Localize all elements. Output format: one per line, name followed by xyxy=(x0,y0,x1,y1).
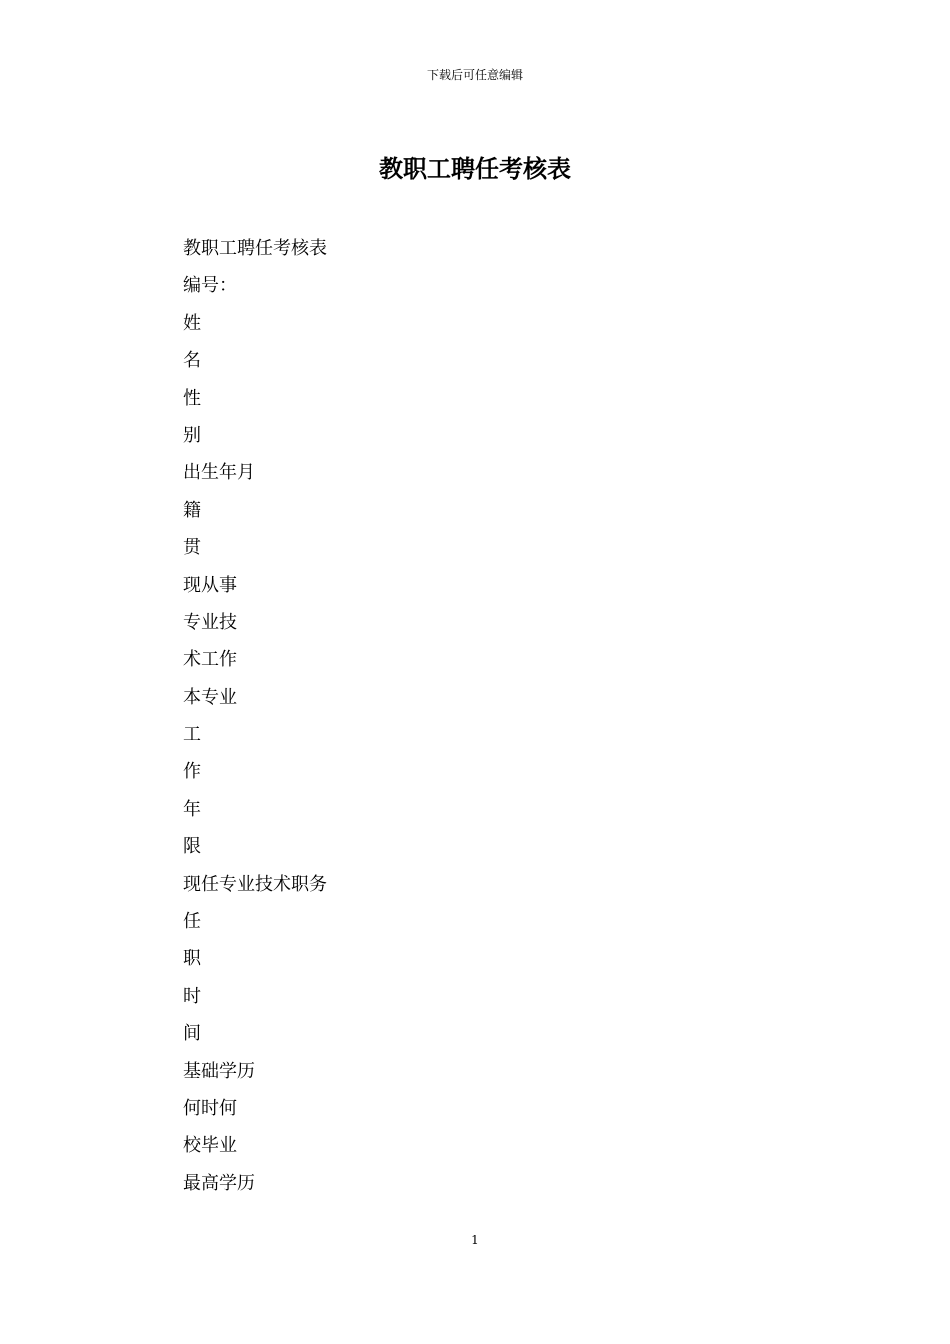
body-line: 最高学历 xyxy=(183,1172,255,1194)
body-line: 限 xyxy=(183,836,201,858)
body-line: 术工作 xyxy=(183,649,237,671)
body-line: 职 xyxy=(183,948,201,970)
body-line: 现任专业技术职务 xyxy=(183,873,327,895)
document-title: 教职工聘任考核表 xyxy=(379,154,571,183)
body-line: 贯 xyxy=(183,537,201,559)
body-line: 别 xyxy=(183,424,201,446)
body-line: 出生年月 xyxy=(183,462,255,484)
body-line: 本专业 xyxy=(183,686,237,708)
body-line: 姓 xyxy=(183,312,201,334)
body-line: 籍 xyxy=(183,499,201,521)
document-body xyxy=(183,230,327,1202)
body-line: 名 xyxy=(183,350,201,372)
body-line: 间 xyxy=(183,1023,201,1045)
body-line: 任 xyxy=(183,911,201,933)
header-note: 下载后可任意编辑 xyxy=(426,68,523,82)
page-number: 1 xyxy=(471,1233,479,1247)
body-line: 基础学历 xyxy=(183,1060,255,1082)
body-line: 现从事 xyxy=(183,574,237,596)
body-line: 何时何 xyxy=(183,1097,237,1119)
body-line: 教职工聘任考核表 xyxy=(183,238,327,259)
body-line: 编号： xyxy=(183,275,237,297)
body-line: 校毕业 xyxy=(183,1135,237,1157)
body-line: 性 xyxy=(183,387,201,409)
body-line: 专业技 xyxy=(183,611,237,633)
body-line: 作 xyxy=(183,761,201,783)
body-line: 年 xyxy=(183,798,201,820)
body-line: 工 xyxy=(183,724,201,746)
body-line: 时 xyxy=(183,985,201,1007)
